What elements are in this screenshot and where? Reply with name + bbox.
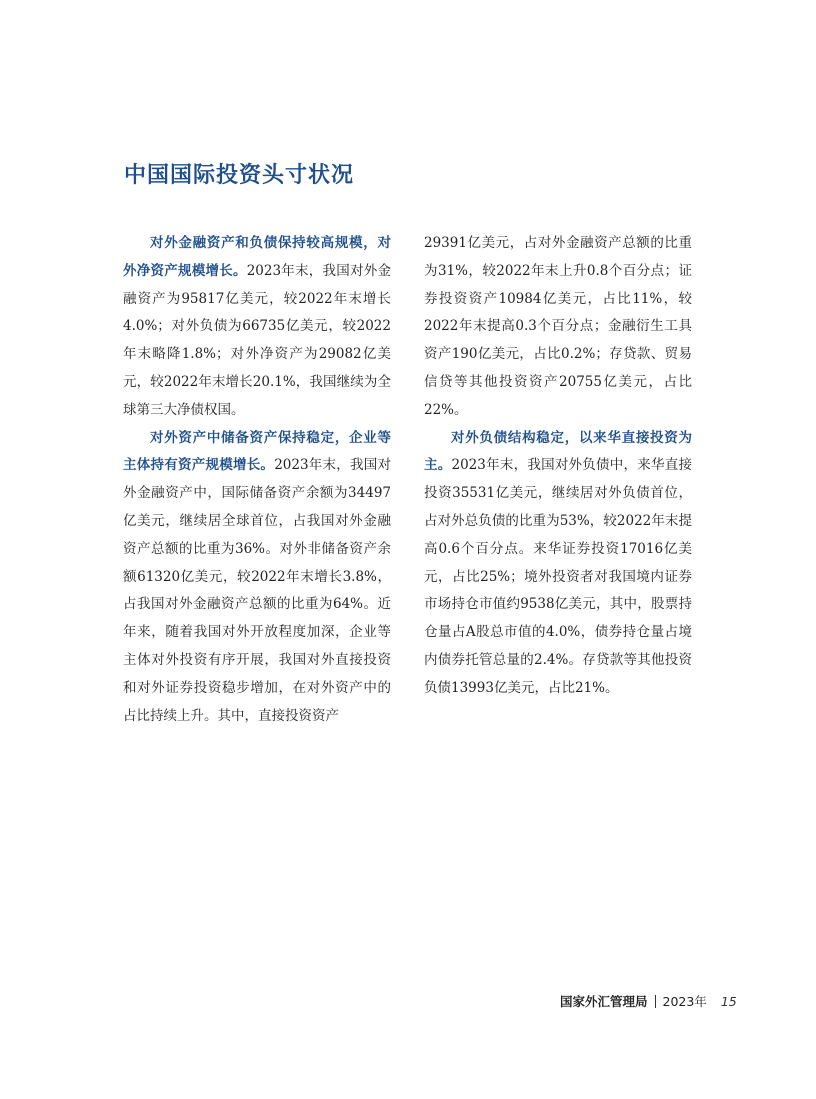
footer-organization: 国家外汇管理局 <box>560 994 648 1009</box>
left-column <box>123 230 391 730</box>
page-footer <box>560 991 770 1011</box>
paragraph-reserve-assets-continued <box>424 230 692 425</box>
paragraph-body: 29391亿美元，占对外金融资产总额的比重为31%，较2022年末上升0.8个百分点；证券投资资产10984亿美元，占比11%，较2022年末提高0.3个百分点；金融衍生工具资产190亿美元，占比0.2%；存贷款、贸易信贷等其他投资资产20755亿美元，占比22%。 <box>424 235 692 418</box>
paragraph-lead: 对外资产中储备资产保持稳定，企业等主体持有资产规模增长。 <box>123 429 391 474</box>
footer-divider <box>655 995 656 1008</box>
paragraph-lead: 对外负债结构稳定，以来华直接投资为主。 <box>424 429 692 474</box>
paragraph-body: 2023年末，我国对外金融资产中，国际储备资产余额为34497亿美元，继续居全球首位，占我国对外金融资产总额的比重为36%。对外非储备资产余额61320亿美元，较2022年末增长3.8%，占我国对外金融资产总额的比重为64%。近年来，随着我国对外开放程度加深，企业等主体对外投资有序开展，我国对外直接投资和对外证券投资稳步增加，在对外资产中的占比持续上升。其中，直接投资资产 <box>123 457 392 724</box>
paragraph-body: 2023年末，我国对外金融资产为95817亿美元，较2022年末增长4.0%；对外负债为66735亿美元，较2022年末略降1.8%；对外净资产为29082亿美元，较2022年末增长20.1%，我国继续为全球第三大净债权国。 <box>123 262 392 418</box>
page-title: 中国国际投资头寸状况 <box>124 162 355 188</box>
paragraph-lead: 对外金融资产和负债保持较高规模，对外净资产规模增长。 <box>123 235 391 279</box>
page-number: 15 <box>720 993 737 1009</box>
right-column <box>424 230 692 703</box>
paragraph-body: 2023年末，我国对外负债中，来华直接投资35531亿美元，继续居对外负债首位，占对外总负债的比重为53%，较2022年末提高0.6个百分点。来华证券投资17016亿美元，占比25%；境外投资者对我国境内证券市场持仓市值约9538亿美元，其中，股票持仓量占A股总市值的4.0%，债券持仓量占境内债券托管总量的2.4%。存贷款等其他投资负债13993亿美元，占比21%。 <box>424 457 693 696</box>
paragraph-foreign-assets-liabilities <box>123 230 391 425</box>
paragraph-reserve-assets <box>123 425 391 731</box>
footer-year: 2023年 <box>662 994 707 1009</box>
paragraph-liability-structure <box>424 425 692 703</box>
